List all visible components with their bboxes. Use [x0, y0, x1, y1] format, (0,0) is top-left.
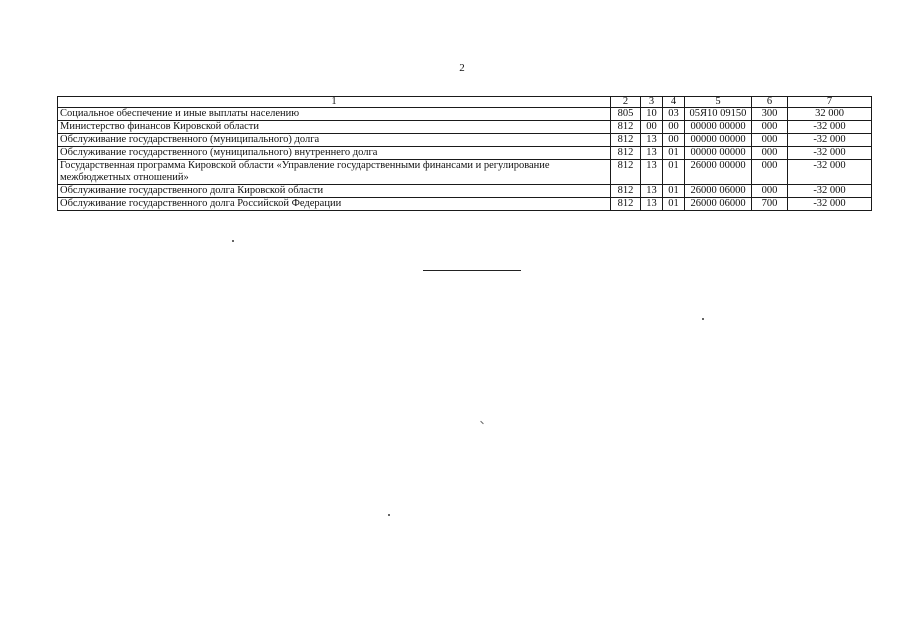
target-code: 00000 00000 — [685, 121, 752, 134]
target-code: 00000 00000 — [685, 147, 752, 160]
column-header: 3 — [641, 97, 663, 108]
amount: -32 000 — [788, 121, 872, 134]
amount: -32 000 — [788, 198, 872, 211]
amount: -32 000 — [788, 147, 872, 160]
amount: -32 000 — [788, 134, 872, 147]
amount: -32 000 — [788, 185, 872, 198]
scan-speck — [480, 421, 484, 425]
section-code: 10 — [641, 108, 663, 121]
column-header: 4 — [663, 97, 685, 108]
row-name: Государственная программа Кировской области «Управление государственными финансами и регулирование межбюджетных отношений» — [58, 160, 611, 185]
amount: 32 000 — [788, 108, 872, 121]
amount: -32 000 — [788, 160, 872, 185]
row-name: Обслуживание государственного долга Кировской области — [58, 185, 611, 198]
ministry-code: 812 — [611, 121, 641, 134]
column-header: 5 — [685, 97, 752, 108]
subsection-code: 01 — [663, 185, 685, 198]
expense-type-code: 700 — [752, 198, 788, 211]
section-code: 13 — [641, 160, 663, 185]
subsection-code: 01 — [663, 147, 685, 160]
expense-type-code: 300 — [752, 108, 788, 121]
expense-type-code: 000 — [752, 147, 788, 160]
column-header: 2 — [611, 97, 641, 108]
ministry-code: 812 — [611, 185, 641, 198]
header-row — [58, 97, 872, 108]
column-header: 6 — [752, 97, 788, 108]
budget-table — [57, 96, 872, 211]
ministry-code: 812 — [611, 134, 641, 147]
row-name: Социальное обеспечение и иные выплаты населению — [58, 108, 611, 121]
table-row — [58, 147, 872, 160]
ministry-code: 805 — [611, 108, 641, 121]
scan-speck — [232, 240, 234, 242]
row-name: Обслуживание государственного (муниципального) внутреннего долга — [58, 147, 611, 160]
ministry-code: 812 — [611, 147, 641, 160]
table-row — [58, 185, 872, 198]
row-name: Обслуживание государственного долга Российской Федерации — [58, 198, 611, 211]
subsection-code: 00 — [663, 121, 685, 134]
table-row — [58, 198, 872, 211]
expense-type-code: 000 — [752, 160, 788, 185]
subsection-code: 00 — [663, 134, 685, 147]
closing-rule — [423, 270, 521, 271]
target-code: 26000 06000 — [685, 185, 752, 198]
section-code: 13 — [641, 147, 663, 160]
scan-speck — [702, 318, 704, 320]
target-code: 26000 00000 — [685, 160, 752, 185]
subsection-code: 01 — [663, 160, 685, 185]
ministry-code: 812 — [611, 198, 641, 211]
target-code: 00000 00000 — [685, 134, 752, 147]
section-code: 13 — [641, 185, 663, 198]
section-code: 00 — [641, 121, 663, 134]
column-header: 1 — [58, 97, 611, 108]
column-header: 7 — [788, 97, 872, 108]
target-code: 05Я10 09150 — [685, 108, 752, 121]
table-row — [58, 121, 872, 134]
target-code: 26000 06000 — [685, 198, 752, 211]
subsection-code: 03 — [663, 108, 685, 121]
expense-type-code: 000 — [752, 185, 788, 198]
section-code: 13 — [641, 198, 663, 211]
scan-speck — [388, 514, 390, 516]
page-number: 2 — [459, 62, 465, 74]
expense-type-code: 000 — [752, 134, 788, 147]
table-row — [58, 160, 872, 185]
section-code: 13 — [641, 134, 663, 147]
row-name: Министерство финансов Кировской области — [58, 121, 611, 134]
subsection-code: 01 — [663, 198, 685, 211]
table-row — [58, 134, 872, 147]
expense-type-code: 000 — [752, 121, 788, 134]
row-name: Обслуживание государственного (муниципального) долга — [58, 134, 611, 147]
table-row — [58, 108, 872, 121]
ministry-code: 812 — [611, 160, 641, 185]
